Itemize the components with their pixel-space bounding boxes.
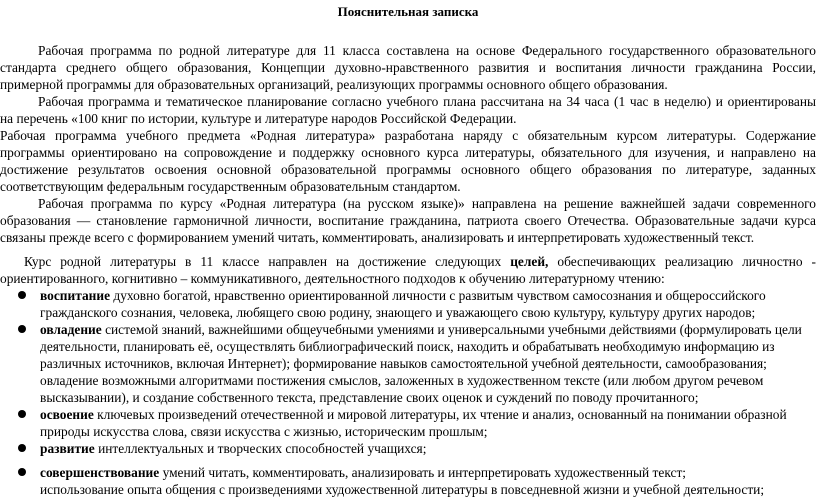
bullet-line: воспитание духовно богатой, нравственно ориентированной личности с развитым чувством самосознания и общероссийского xyxy=(40,288,766,303)
paragraph-line: примерной программы для образовательных организаций, реализующих программы основного общего образования. xyxy=(0,77,668,92)
document-title: Пояснительная записка xyxy=(337,4,479,19)
paragraph-line: соответствующим федеральным государственным образовательным стандартом. xyxy=(0,179,461,194)
paragraph-line: Рабочая программа по курсу «Родная литература (на русском языке)» направлена на решение важнейшей задачи современного xyxy=(38,196,816,211)
paragraph-line: Рабочая программа по родной литературе для 11 класса составлена на основе Федерального государственного образовательного xyxy=(38,43,816,58)
bullet-line: овладение возможными алгоритмами постижения смыслов, заложенных в художественном тексте (или любом другом речевом xyxy=(40,373,764,388)
bullet-line: развитие интеллектуальных и творческих способностей учащихся; xyxy=(40,441,427,456)
bullet-line: использование опыта общения с произведениями художественной литературы в повседневной жизни и учебной деятельности; xyxy=(40,482,765,497)
bullet-line: высказывании), и создание собственного текста, представление своих оценок и суждений по поводу прочитанного; xyxy=(40,390,699,405)
goals-intro-line: Курс родной литературы в 11 классе направлен на достижение следующих целей, обеспечивающих реализацию личностно - xyxy=(24,254,816,269)
bullet-line: гражданского сознания, человека, любящего свою родину, знающего и уважающего свою культуру, культуру других народов; xyxy=(40,305,756,320)
bullet-line: совершенствование умений читать, комментировать, анализировать и интерпретировать художественный текст; xyxy=(40,465,687,480)
bullet-dot xyxy=(18,410,26,418)
bullet-line: различных источников, включая Интернет); формирование навыков самостоятельной учебной деятельности, самообразования; xyxy=(40,356,767,371)
paragraph-line: достижение результатов освоения основной образовательной программы основного общего образования по литературе, заданных xyxy=(0,162,816,177)
paragraph-line: связаны прежде всего с формированием умений читать, комментировать, анализировать и интерпретировать художественный текст. xyxy=(0,230,755,245)
bullet-dot xyxy=(18,468,26,476)
bullet-line: освоение ключевых произведений отечественной и мировой литературы, их чтение и анализ, основанный на понимании образной xyxy=(40,407,787,422)
bullet-dot xyxy=(18,325,26,333)
bullet-line: овладение системой знаний, важнейшими общеучебными умениями и универсальными учебными действиями (формулировать цели xyxy=(40,322,802,337)
bullet-dot xyxy=(18,291,26,299)
paragraph-line: Рабочая программа учебного предмета «Родная литература» разработана наряду с обязательным курсом литературы. Содержание xyxy=(0,128,816,143)
bullet-line: деятельности, планировать её, осуществлять библиографический поиск, находить и обрабатывать необходимую информацию из xyxy=(40,339,775,354)
bullet-line: природы искусства слова, связи искусства с жизнью, историческим прошлым; xyxy=(40,424,488,439)
goals-intro-line: ориентированного, когнитивно – коммуникативного, деятельностного подходов к обучению литературному чтению: xyxy=(0,271,665,286)
bullet-dot xyxy=(18,444,26,452)
paragraph-line: программы ориентировано на сопровождение и поддержку основного курса литературы, обязательного для изучения, и направлено на xyxy=(0,145,816,160)
paragraph-line: на перечень «100 книг по истории, культуре и литературе народов Российской Федерации. xyxy=(0,111,517,126)
paragraph-line: образования — становление гармоничной личности, воспитание гражданина, патриота своего Отечества. Образовательные задачи курса xyxy=(0,213,816,228)
paragraph-line: Рабочая программа и тематическое планирование согласно учебного плана рассчитана на 34 часа (1 час в неделю) и ориентированы xyxy=(38,94,816,109)
paragraph-line: стандарта среднего общего образования, Концепции духовно-нравственного развития и воспитания личности гражданина России, xyxy=(0,60,816,75)
